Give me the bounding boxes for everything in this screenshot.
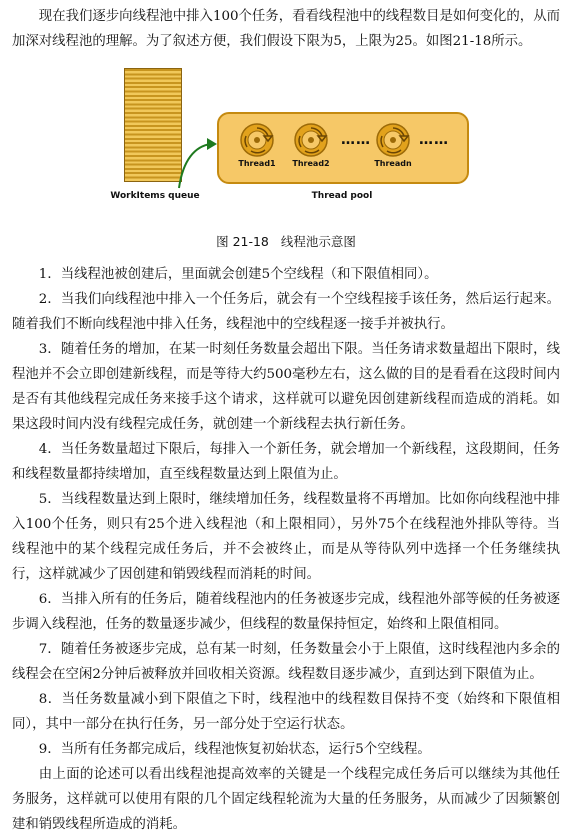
pool-label: Thread pool: [311, 191, 373, 201]
conclusion-paragraph: 由上面的论述可以看出线程池提高效率的关键是一个线程完成任务后可以继续为其他任务服务，这样就可以使用有限的几个固定线程轮流为大量的任务服务，从而减少了因频繁创建和销毁线程所造成的消耗。: [12, 767, 560, 832]
intro-paragraph: 现在我们逐步向线程池中排入100个任务，看看线程池中的线程数目是如何变化的，从而加深对线程池的理解。为了叙述方便，我们假设下限为5，上限为25。如图21-18所示。: [12, 9, 560, 49]
step-paragraph: 5．当线程数量达到上限时，继续增加任务，线程数量将不再增加。比如你向线程池中排入100个任务，则只有25个进入线程池（和上限相同），另外75个在线程池外排队等待。当线程池中的某个线程完成任务后，并不会被终止，而是从等待队列中选择一个任务继续执行，这样就减少了因创建和销毁线程而消耗的时间。: [12, 492, 560, 582]
gear-icon: [375, 122, 411, 158]
step-paragraph: 4．当任务数量超过下限后，每排入一个新任务，就会增加一个新线程，这段期间，任务和线程数量都持续增加，直至线程数量达到上限值为止。: [12, 442, 560, 482]
thread-label: Thread2: [292, 159, 330, 168]
ellipsis-dots: ……: [419, 132, 449, 148]
thread-pool-box: [217, 112, 469, 184]
thread-pool-figure: [12, 60, 560, 228]
caption-number: 图 21-18: [216, 234, 269, 249]
figure-caption: [12, 232, 560, 252]
document-page: [12, 4, 560, 837]
step-paragraph: 7．随着任务被逐步完成，总有某一时刻，任务数量会小于上限值，这时线程池内多余的线程会在空闲2分钟后被释放并回收相关资源。线程数目逐步减少，直到达到下限值为止。: [12, 642, 560, 682]
step-paragraph: 3．随着任务的增加，在某一时刻任务数量会超出下限。当任务请求数量超出下限时，线程池并不会立即创建新线程，而是等待大约500毫秒左右，这么做的目的是看看在这段时间内是否有其他线程完成任务来接手这个请求，这样就可以避免因创建新线程而造成的消耗。如果这段时间内没有线程完成任务，就创建一个新线程去执行新任务。: [12, 342, 560, 432]
ellipsis-dots: ……: [341, 132, 371, 148]
step-paragraph: 6．当排入所有的任务后，随着线程池内的任务被逐步完成，线程池外部等候的任务被逐步调入线程池，任务的数量逐步减少，但线程的数量保持恒定，始终和上限值相同。: [12, 592, 560, 632]
thread-label: Thread1: [238, 159, 276, 168]
queue-to-pool-arrow-icon: [177, 130, 221, 190]
caption-text: 线程池示意图: [280, 234, 356, 249]
step-paragraph: 2．当我们向线程池中排入一个任务后，就会有一个空线程接手该任务，然后运行起来。随着我们不断向线程池中排入任务，线程池中的空线程逐一接手并被执行。: [12, 292, 560, 332]
thread-label: Threadn: [374, 159, 412, 168]
thread-item-n: [367, 122, 419, 168]
step-paragraph: 1．当线程池被创建后，里面就会创建5个空线程（和下限值相同）。: [38, 267, 438, 282]
gear-icon: [293, 122, 329, 158]
thread-item-1: [231, 122, 283, 168]
step-paragraph: 8．当任务数量减小到下限值之下时，线程池中的线程数目保持不变（始终和下限值相同），其中一部分在执行任务，另一部分处于空运行状态。: [12, 692, 560, 732]
gear-icon: [239, 122, 275, 158]
thread-item-2: [285, 122, 337, 168]
workitems-queue-stack: [124, 68, 182, 182]
queue-label: WorkItems queue: [110, 191, 200, 201]
step-paragraph: 9．当所有任务都完成后，线程池恢复初始状态，运行5个空线程。: [38, 742, 431, 757]
